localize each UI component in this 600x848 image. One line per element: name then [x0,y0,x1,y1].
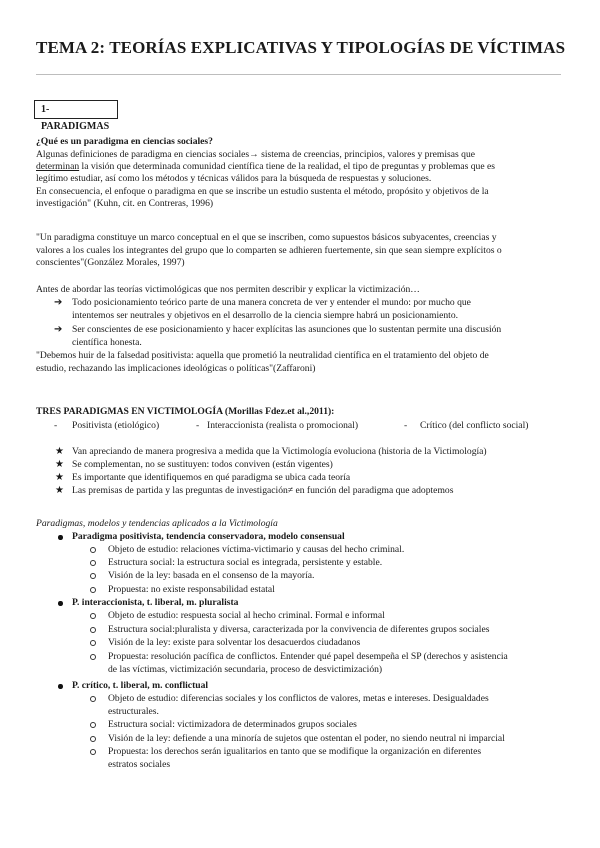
paradigm-list-item-3: Crítico (del conflicto social) [420,420,529,431]
p3-item-3: Visión de la ley: defiende a una minoría de sujetos que ostentan el poder, no siendo neutral ni imparcial [108,733,505,744]
arrow-item-2-line-1: Ser conscientes de ese posicionamiento y hacer explícitas las asunciones que lo sustentan permite una discusión [72,324,502,335]
zaffaroni-line-2: estudio, rechazando las implicaciones ideológicas o políticas"(Zaffaroni) [36,363,316,374]
circle-bullet [90,654,96,660]
star-item-2: Se complementan, no se sustituyen: todos conviven (están vigentes) [72,459,333,470]
circle-bullet [90,587,96,593]
document-title: TEMA 2: TEORÍAS EXPLICATIVAS Y TIPOLOGÍAS DE VÍCTIMAS [36,38,566,57]
intro-line-1: Algunas definiciones de paradigma en ciencias sociales→ sistema de creencias, principios, valores y premisas que [36,149,476,160]
intro-line-2 [36,161,495,173]
p3-item-1-line-2: estructurales. [108,706,159,717]
intro-line-5: investigación" (Kuhn, cit. en Contreras, 1996) [36,198,214,209]
p2-item-3: Visión de la ley: existe para solventar los desacuerdos ciudadanos [108,637,361,648]
dash-bullet: - [404,420,408,431]
p2-item-4: Propuesta: resolución pacífica de conflictos. Entender qué papel desempeña el SP (derechos y asistencia [108,651,508,662]
quote-line-2: valores a los cuales los integrantes del grupo que lo comparten se adhieren fuertemente, sin que sean siempre explícitos o [36,245,502,256]
dash-bullet: - [196,420,200,431]
p2-item-2: Estructura social:pluralista y diversa, caracterizada por la convivencia de diferentes grupos sociales [108,624,490,635]
star-bullet-icon: ★ [55,446,64,457]
star-bullet-icon: ★ [55,485,64,496]
star-bullet-icon: ★ [55,459,64,470]
arrow-item-2-line-2: científica honesta. [72,337,142,348]
intro-line-2-text: la visión que determinada comunidad científica tiene de la realidad, el tipo de preguntas y problemas que es [79,161,496,172]
models-heading: Paradigmas, modelos y tendencias aplicados a la Victimología [36,518,278,529]
circle-bullet [90,722,96,728]
p1-item-1: Objeto de estudio: relaciones víctima-victimario y causas del hecho criminal. [108,544,405,555]
p3-item-4-line-2: estratos sociales [108,759,171,770]
intro-line-4: En consecuencia, el enfoque o paradigma en que se inscribe un estudio sustenta el método, propósito y objetivos de la [36,186,489,197]
p1-item-4: Propuesta: no existe responsabilidad estatal [108,584,275,595]
star-item-1: Van apreciando de manera progresiva a medida que la Victimología evoluciona (historia de la Victimología) [72,446,487,457]
circle-bullet [90,640,96,646]
circle-bullet [90,696,96,702]
paradigm-list-item-1: Positivista (etiológico) [72,420,160,431]
paradigm-list-item-2: Interaccionista (realista o promocional) [207,420,359,431]
p3-item-4: Propuesta: los derechos serán igualitarios en tanto que se modifique la organización en diferentes [108,746,482,757]
p3-item-1: Objeto de estudio: diferencias sociales y los conflictos de valores, metas e intereses. Desigualdades [108,693,489,704]
star-bullet-icon: ★ [55,472,64,483]
circle-bullet [90,627,96,633]
circle-bullet [90,547,96,553]
circle-bullet [90,573,96,579]
bullet-dot [58,535,63,540]
intro-line-3: legítimo estudiar, así como los métodos y técnicas válidos para la búsqueda de respuestas y soluciones. [36,173,432,184]
question-heading: ¿Qué es un paradigma en ciencias sociales? [36,136,213,147]
star-item-3: Es importante que identifiquemos en qué paradigma se ubica cada teoría [72,472,351,483]
arrow-item-1-line-1: Todo posicionamiento teórico parte de una manera concreta de ver y entender el mundo: por mucho que [72,297,471,308]
dash-bullet: - [54,420,58,431]
arrow-item-1-line-2: intentemos ser neutrales y objetivos en el desarrollo de la ciencia siempre habrá un posicionamiento. [72,310,459,321]
circle-bullet [90,613,96,619]
zaffaroni-line-1: "Debemos huir de la falsedad positivista: aquella que prometió la neutralidad científica en el tratamiento del objeto de [36,350,489,361]
circle-bullet [90,560,96,566]
quote-line-1: "Un paradigma constituye un marco conceptual en el que se inscriben, como supuestos básicos subyacentes, creencias y [36,232,497,243]
p1-item-3: Visión de la ley: basada en el consenso de la mayoría. [108,570,315,581]
quote-line-3: conscientes"(González Morales, 1997) [36,257,185,268]
paradigm-1-title: Paradigma positivista, tendencia conservadora, modelo consensual [72,531,345,542]
circle-bullet [90,736,96,742]
p2-item-4-line-2: de las víctimas, victimización secundaria, proceso de desvictimización) [108,664,383,675]
arrow-bullet-icon: ➔ [54,324,63,335]
p3-item-2: Estructura social: victimizadora de determinados grupos sociales [108,719,357,730]
title-divider [36,74,561,75]
paradigm-2-title: P. interaccionista, t. liberal, m. pluralista [72,597,239,608]
bullet-dot [58,601,63,606]
three-paradigms-heading: TRES PARADIGMAS EN VICTIMOLOGÍA (Morillas Fdez.et al.,2011): [36,406,335,417]
before-text: Antes de abordar las teorías victimológicas que nos permiten describir y explicar la victimización… [36,284,420,295]
paradigm-3-title: P. crítico, t. liberal, m. conflictual [72,680,209,691]
bullet-dot [58,684,63,689]
star-item-4: Las premisas de partida y las preguntas de investigación≠ en función del paradigma que adoptemos [72,485,454,496]
arrow-bullet-icon: ➔ [54,297,63,308]
p1-item-2: Estructura social: la estructura social es integrada, persistente y estable. [108,557,383,568]
circle-bullet [90,749,96,755]
p2-item-1: Objeto de estudio: respuesta social al hecho criminal. Formal e informal [108,610,385,621]
section-heading-box: 1- PARADIGMAS [34,100,118,119]
underlined-word: determinan [36,161,80,172]
